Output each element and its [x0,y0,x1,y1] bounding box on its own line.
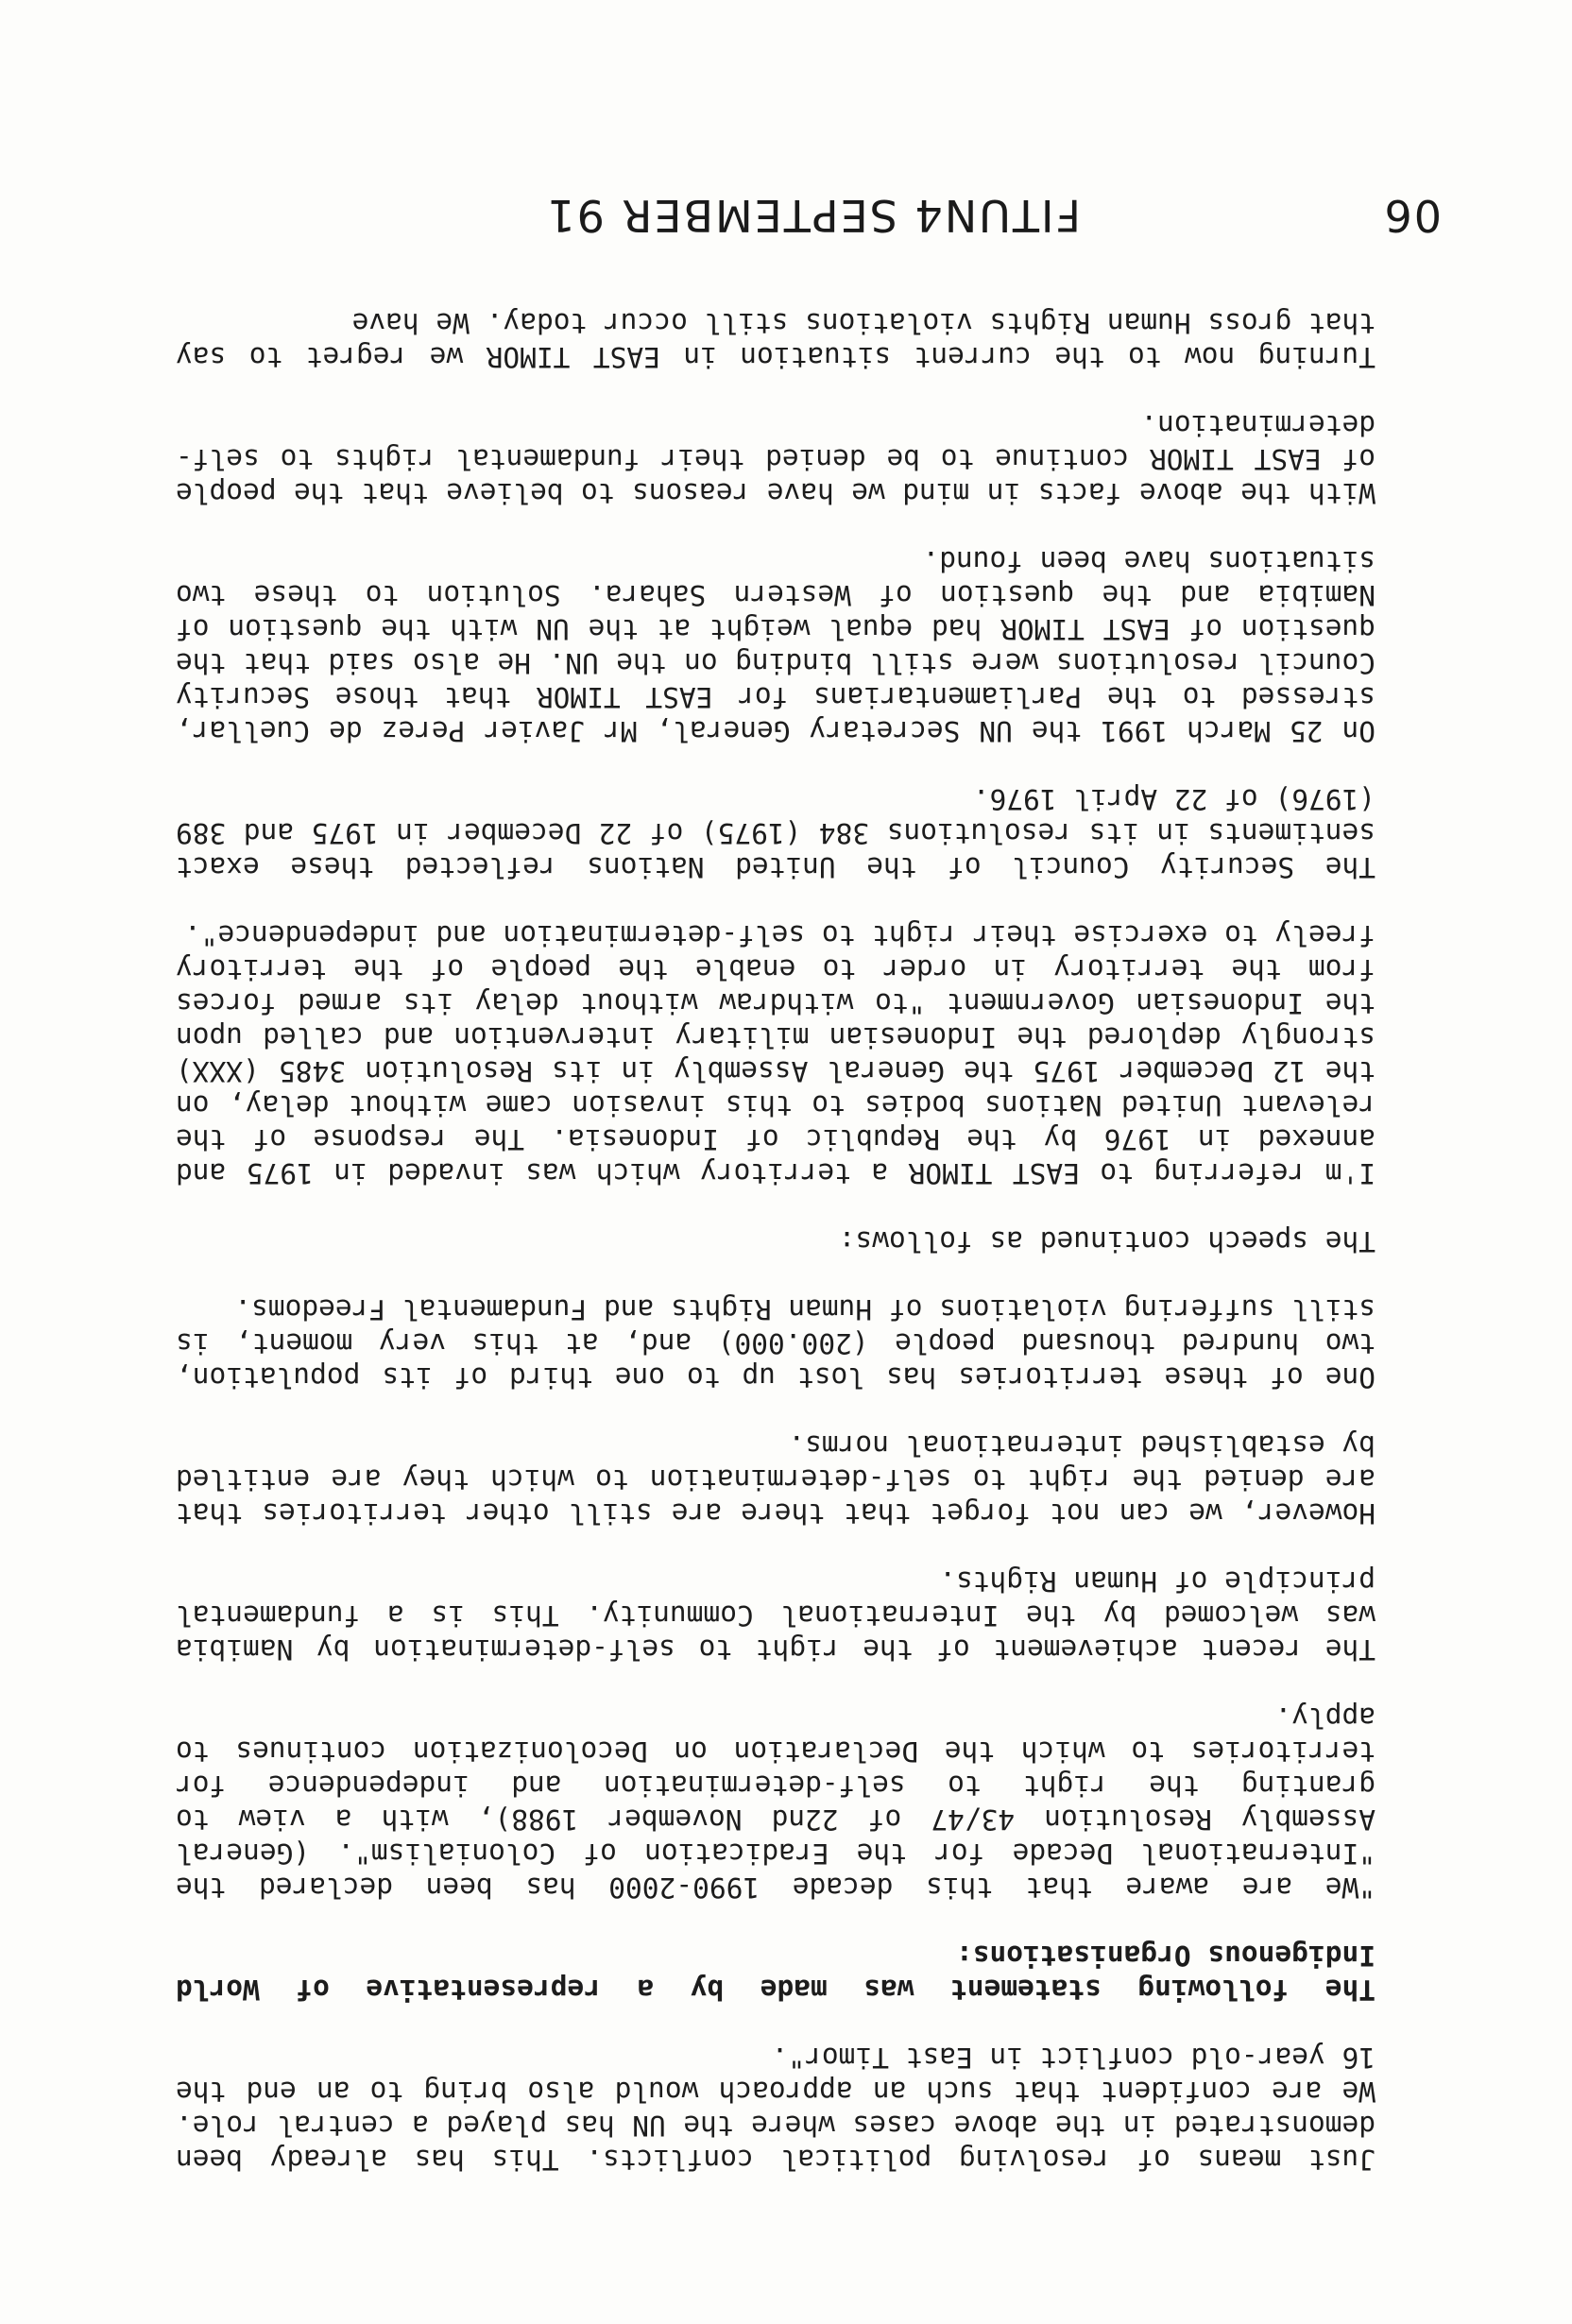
paragraph-conflict-resolution: Just means of resolving political conflicts. This has already been demonstrated in the above cases where the UN has played a central role. We are confident that such an approach would also bring to an end the 16 year-old conflict in East Timor". [176,2042,1376,2176]
page-header [138,184,1442,241]
paragraph-other-territories: However, we can not forget that there are still other territories that are denied the right to self-determination to which they are entitled by established international norms. [176,1429,1376,1529]
paragraph-decade-declaration: "We are aware that this decade 1990-2000 has been declared the "International Decade for the Eradication of Colonialism". (General Assembly Resolution 43/47 of 22nd November 1988), with a view to granting the right to self-determination and independence for territories to which the Declaration on Decolonization continues to apply. [176,1701,1376,1904]
paragraph-secretary-general: On 25 March 1991 the UN Secretary General, Mr Javier Perez de Cuellar, stressed to the Parliamentarians for EAST TIMOR that those Security Council resolutions were still binding on the UN. He also said that the question of EAST TIMOR had equal weight at the UN with the question of Namibia and the question of Western Sahara. Solution to these two situations have been found. [176,545,1376,747]
page-number: 06 [1382,190,1442,241]
paragraph-east-timor-invasion: I'm referring to EAST TIMOR a territory which was invaded in 1975 and annexed in 1976 by the Republic of Indonesia. The response of the relevant United Nations bodies to this invasion came without delay, on the 12 December 1975 the General Assembly in its Resolution 3485 (XXX) strongly deplored the Indonesian military intervention and called upon the Indonesian Government "to withdraw without delay its armed forces from the territory in order to enable the people of the territory freely to exercise their right to self-determination and independence". [176,919,1376,1189]
paragraph-statement-intro: The following statement was made by a representative of World Indigenous Organisations: [176,1940,1376,2006]
paragraph-namibia: The recent achievement of the right to self-determination by Namibia was welcomed by the International Community. This is a fundamental principle of Human Rights. [176,1565,1376,1666]
paragraph-population-loss: One of these territories has lost up to one third of its population, two hundred thousand people (200.000) and, at this very moment, is still suffering violations of Human Rights and Fundamental Freedoms. [176,1293,1376,1393]
paragraph-facts-in-mind: With the above facts in mind we have reasons to believe that the people of EAST TIMOR continue to be denied their fundamental rights to self-determination. [176,409,1376,509]
issue-title: FITUN4 SEPTEMBER 91 [545,190,1081,241]
article-body [176,306,1376,2177]
paragraph-security-council: The Security Council of the United Nations reflected these exact sentiments in its resolutions 384 (1975) of 22 December in 1975 and 389 (1976) of 22 April 1976. [176,783,1376,883]
paragraph-speech-continued: The speech continued as follows: [838,1225,1376,1257]
paragraph-current-situation: Turning now to the current situation in EAST TIMOR we regret to say that gross Human Rights violations still occur today. We have [176,307,1376,373]
